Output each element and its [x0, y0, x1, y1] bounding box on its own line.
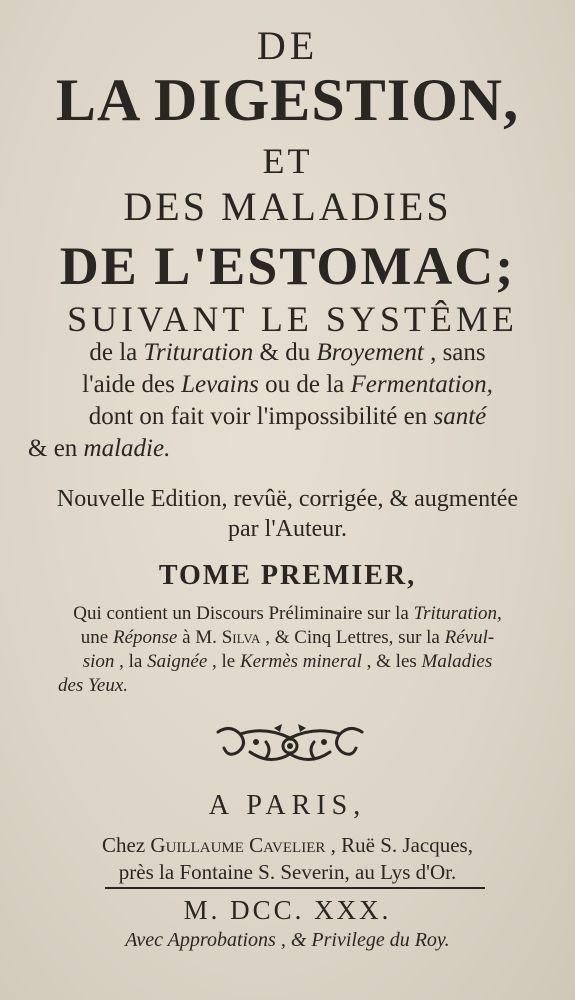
- text: une: [80, 627, 113, 648]
- title-line-estomac: DE L'ESTOMAC;: [59, 236, 516, 296]
- title-line-maladies: DES MALADIES: [123, 184, 452, 229]
- contents-line-2: [0, 627, 575, 649]
- text-italic: Trituration,: [413, 603, 502, 624]
- imprint-year: M. DCC. XXX.: [183, 895, 392, 925]
- printer-name: Guillaume Cavelier: [150, 833, 326, 857]
- subtitle-line-2: [0, 339, 575, 367]
- text: , & Cinq Lettres, sur la: [260, 627, 445, 648]
- text-italic: Maladies: [421, 651, 493, 672]
- text: , & les: [361, 651, 422, 672]
- text: , la: [114, 651, 148, 672]
- text: Chez: [102, 833, 151, 857]
- text: Qui contient un Discours Préliminaire sur la: [73, 603, 414, 624]
- edition-line-2: par l'Auteur.: [228, 516, 347, 542]
- text-italic: santé: [433, 403, 487, 430]
- edition-line-1: Nouvelle Edition, revûë, corrigée, & augmentée: [56, 486, 519, 512]
- text: , le: [207, 651, 240, 672]
- text: , sans: [423, 339, 486, 366]
- imprint-address: près la Fontaine S. Severin, au Lys d'Or.: [118, 860, 457, 884]
- text-italic: Révul-: [444, 627, 495, 648]
- contents-line-1: [0, 603, 575, 625]
- imprint-privilege: Avec Approbations , & Privilege du Roy.: [125, 929, 450, 951]
- text: & en: [28, 435, 84, 462]
- text: à M.: [177, 627, 222, 648]
- contents-line-4: des Yeux.: [58, 675, 129, 696]
- title-line-et: ET: [262, 141, 313, 181]
- text-italic: Kermès mineral: [240, 651, 362, 672]
- text-italic: sion: [82, 651, 115, 672]
- text-italic: Fermentation,: [350, 371, 493, 398]
- text-italic: Broyement: [316, 339, 424, 366]
- text: dont on fait voir l'impossibilité en: [88, 403, 434, 430]
- contents-line-3: [0, 651, 575, 673]
- text-smallcaps: Silva: [221, 627, 261, 648]
- text: de la: [89, 339, 144, 366]
- text-italic: Trituration: [143, 339, 254, 366]
- subtitle-line-5: [28, 435, 170, 463]
- text: ou de la: [258, 371, 351, 398]
- subtitle-line-4: [0, 403, 575, 431]
- divider-rule: [105, 887, 485, 889]
- title-main: LA DIGESTION,: [55, 67, 520, 133]
- volume-heading: TOME PREMIER,: [158, 560, 417, 591]
- printers-ornament-icon: [210, 722, 370, 770]
- text-italic: Levains: [181, 371, 259, 398]
- text: l'aide des: [82, 371, 182, 398]
- text: , Ruë S. Jacques,: [325, 833, 473, 857]
- imprint-city: A PARIS,: [208, 790, 367, 821]
- text-italic: maladie.: [83, 435, 171, 462]
- text: & du: [253, 339, 317, 366]
- subtitle-line-3: [0, 371, 575, 399]
- subtitle-heading: SUIVANT LE SYSTÊME: [67, 299, 518, 339]
- imprint-printer-line: [0, 833, 575, 858]
- title-line-de: DE: [256, 23, 319, 68]
- text-italic: Réponse: [112, 627, 178, 648]
- text-italic: Saignée: [147, 651, 208, 672]
